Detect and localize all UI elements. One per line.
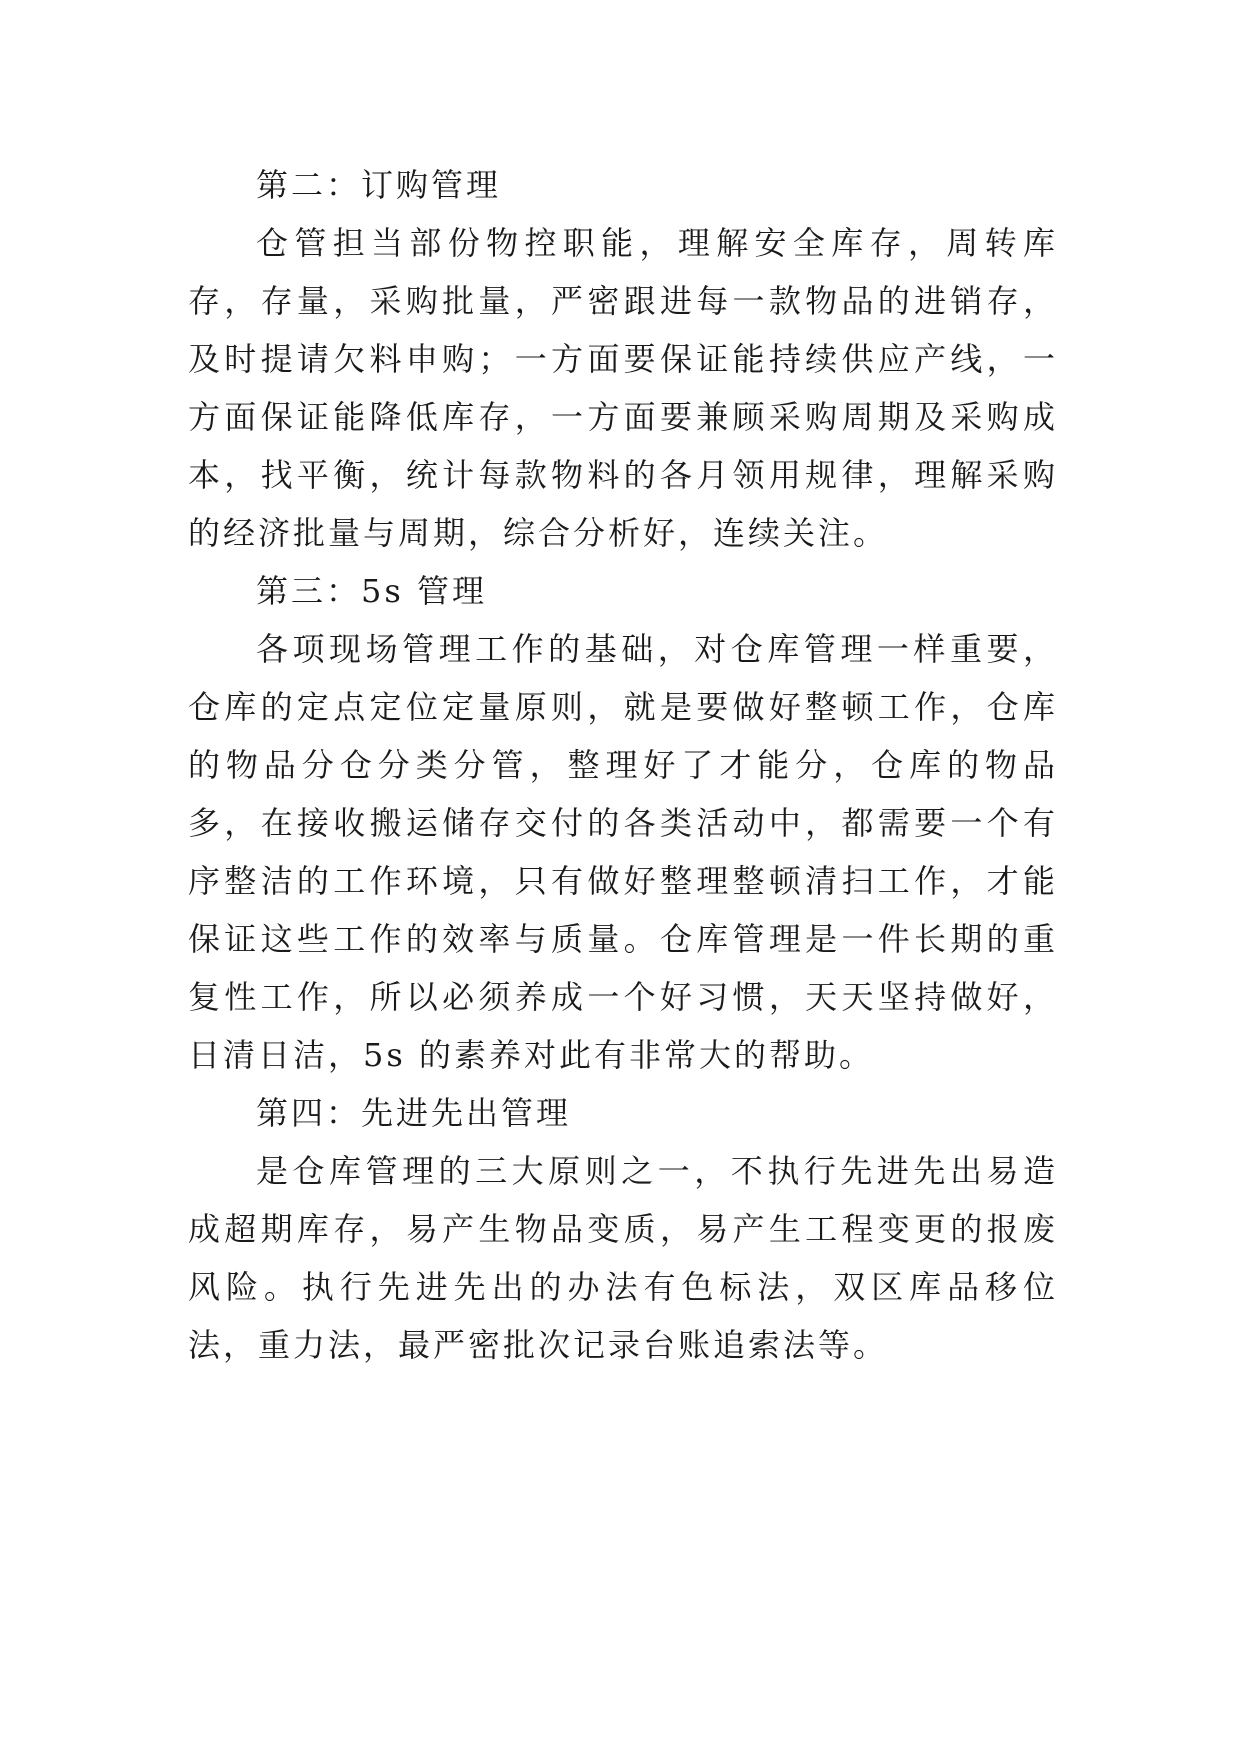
section-paragraph-ordering: 仓管担当部份物控职能，理解安全库存，周转库存，存量，采购批量，严密跟进每一款物品的进销存，及时提请欠料申购；一方面要保证能持续供应产线，一方面保证能降低库存，一方面要兼顾采购周期及采购成本，找平衡，统计每款物料的各月领用规律，理解采购的经济批量与周期，综合分析好，连续关注。 xyxy=(188,224,1058,552)
section-heading-5s: 第三：5s 管理 xyxy=(256,572,487,610)
section-heading-ordering: 第二：订购管理 xyxy=(256,166,502,204)
section-paragraph-5s: 各项现场管理工作的基础，对仓库管理一样重要，仓库的定点定位定量原则，就是要做好整顿工作，仓库的物品分仓分类分管，整理好了才能分，仓库的物品多，在接收搬运储存交付的各类活动中，都需要一个有序整洁的工作环境，只有做好整理整顿清扫工作，才能保证这些工作的效率与质量。仓库管理是一件长期的重复性工作，所以必须养成一个好习惯，天天坚持做好，日清日洁，5s 的素养对此有非常大的帮助。 xyxy=(188,630,1058,1074)
section-paragraph-fifo: 是仓库管理的三大原则之一，不执行先进先出易造成超期库存，易产生物品变质，易产生工程变更的报废风险。执行先进先出的办法有色标法，双区库品移位法，重力法，最严密批次记录台账追索法等。 xyxy=(188,1152,1058,1364)
document-body xyxy=(188,156,1058,1374)
section-heading-fifo: 第四：先进先出管理 xyxy=(256,1094,572,1132)
